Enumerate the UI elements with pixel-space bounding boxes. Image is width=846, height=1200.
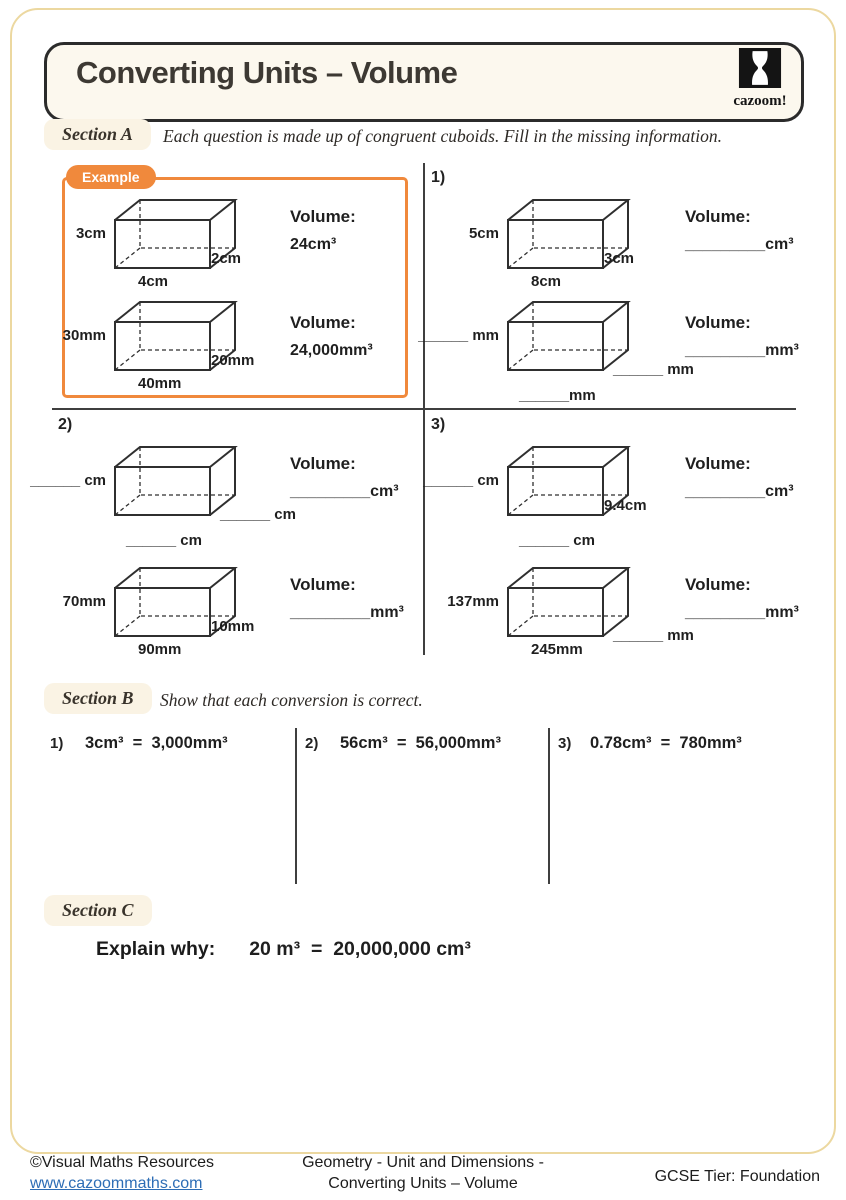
volume-heading: Volume: bbox=[685, 575, 751, 594]
footer-left bbox=[30, 1152, 214, 1194]
section-b-label: Section B bbox=[44, 683, 152, 714]
cazoom-logo-icon bbox=[738, 48, 782, 88]
copyright-text: ©Visual Maths Resources bbox=[30, 1154, 215, 1171]
item-number: 2) bbox=[305, 735, 319, 752]
width-label: 90mm bbox=[138, 641, 182, 658]
footer-topic-line2: Converting Units – Volume bbox=[328, 1175, 518, 1192]
volume-block bbox=[685, 454, 835, 501]
volume-heading: Volume: bbox=[290, 575, 356, 594]
section-b-divider bbox=[548, 728, 550, 884]
conversion-equation: 0.78cm³ = 780mm³ bbox=[590, 734, 742, 752]
volume-heading: Volume: bbox=[685, 313, 751, 332]
height-label: 3cm bbox=[75, 225, 106, 242]
depth-label: 2cm bbox=[211, 250, 242, 267]
width-label: ______ cm bbox=[519, 532, 595, 549]
footer-tier: GCSE Tier: Foundation bbox=[654, 1168, 820, 1185]
cuboid-figure-cm bbox=[75, 197, 242, 290]
example-cell bbox=[52, 163, 420, 408]
volume-value: _________cm³ bbox=[290, 483, 399, 500]
height-label: ______ mm bbox=[418, 327, 499, 344]
cuboid-figure-mm bbox=[447, 565, 694, 658]
height-label: 30mm bbox=[62, 327, 106, 344]
depth-label: ______ cm bbox=[220, 506, 296, 523]
conversion-equation: 3cm³ = 3,000mm³ bbox=[85, 734, 228, 752]
width-label: 245mm bbox=[531, 641, 583, 658]
section-a-instruction: Each question is made up of congruent cuboids. Fill in the missing information. bbox=[163, 126, 722, 146]
item-number: 1) bbox=[50, 735, 64, 752]
width-label: 4cm bbox=[138, 273, 169, 290]
height-label: 70mm bbox=[62, 593, 106, 610]
volume-block bbox=[290, 575, 440, 622]
volume-value: _________mm³ bbox=[290, 604, 404, 621]
section-a-header bbox=[44, 119, 151, 150]
question-number: 3) bbox=[431, 416, 446, 433]
question-number: 1) bbox=[431, 169, 446, 186]
depth-label: 10mm bbox=[211, 618, 255, 635]
explain-equation: 20 m³ = 20,000,000 cm³ bbox=[249, 938, 471, 960]
section-b-divider bbox=[295, 728, 297, 884]
depth-label: 20mm bbox=[211, 352, 255, 369]
section-a-grid bbox=[30, 163, 799, 658]
website-link[interactable]: www.cazoommaths.com bbox=[30, 1175, 203, 1192]
volume-value: 24cm³ bbox=[290, 236, 337, 253]
question-number: 2) bbox=[58, 416, 73, 433]
question-2-cell bbox=[30, 410, 420, 658]
volume-value: _________cm³ bbox=[685, 483, 794, 500]
cuboid-figure-mm bbox=[62, 565, 255, 658]
section-c-label: Section C bbox=[44, 895, 152, 926]
volume-block bbox=[290, 454, 440, 501]
height-label: ______ cm bbox=[30, 472, 106, 489]
volume-value: 24,000mm³ bbox=[290, 342, 373, 359]
volume-block bbox=[685, 207, 835, 254]
footer-center bbox=[270, 1152, 576, 1194]
page-title: Converting Units – Volume bbox=[76, 55, 458, 90]
section-c-task bbox=[96, 938, 471, 961]
width-label: 40mm bbox=[138, 375, 182, 392]
volume-value: _________mm³ bbox=[685, 342, 799, 359]
section-a-label: Section A bbox=[44, 119, 151, 150]
cazoom-logo bbox=[732, 48, 788, 110]
cuboid-figure-mm bbox=[418, 299, 694, 404]
width-label: ______mm bbox=[519, 387, 596, 404]
example-tag: Example bbox=[66, 165, 156, 189]
depth-label: ______ mm bbox=[613, 361, 694, 378]
height-label: ______ cm bbox=[423, 472, 499, 489]
conversion-equation: 56cm³ = 56,000mm³ bbox=[340, 734, 501, 752]
section-c-header bbox=[44, 895, 152, 926]
volume-block bbox=[685, 575, 835, 622]
width-label: 8cm bbox=[531, 273, 562, 290]
height-label: 137mm bbox=[447, 593, 499, 610]
section-b-header bbox=[44, 683, 152, 714]
volume-block bbox=[290, 207, 440, 254]
depth-label: 3cm bbox=[604, 250, 635, 267]
height-label: 5cm bbox=[468, 225, 499, 242]
volume-heading: Volume: bbox=[290, 313, 356, 332]
question-3-cell bbox=[423, 410, 799, 658]
cazoom-logo-text: cazoom! bbox=[733, 93, 787, 109]
volume-value: _________cm³ bbox=[685, 236, 794, 253]
cuboid-figure-cm bbox=[468, 197, 635, 290]
volume-heading: Volume: bbox=[685, 207, 751, 226]
volume-heading: Volume: bbox=[685, 454, 751, 473]
cuboid-figure-mm bbox=[62, 299, 255, 392]
volume-heading: Volume: bbox=[290, 454, 356, 473]
depth-label: ______ mm bbox=[613, 627, 694, 644]
section-b-instruction: Show that each conversion is correct. bbox=[160, 690, 423, 710]
footer-topic-line1: Geometry - Unit and Dimensions - bbox=[302, 1154, 544, 1171]
width-label: ______ cm bbox=[126, 532, 202, 549]
volume-value: _________mm³ bbox=[685, 604, 799, 621]
item-number: 3) bbox=[558, 735, 572, 752]
depth-label: 9.4cm bbox=[604, 497, 647, 514]
question-1-cell bbox=[418, 163, 799, 408]
volume-heading: Volume: bbox=[290, 207, 356, 226]
volume-block bbox=[685, 313, 835, 360]
cuboid-figure-cm bbox=[423, 444, 647, 549]
explain-prompt: Explain why: bbox=[96, 938, 216, 960]
cuboid-figure-cm bbox=[30, 444, 296, 549]
